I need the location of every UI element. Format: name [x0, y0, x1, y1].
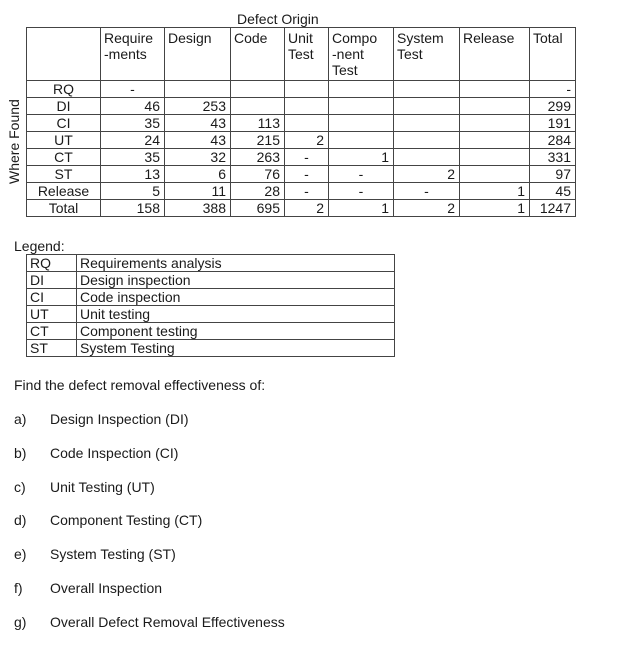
- table-cell: [460, 98, 530, 115]
- table-cell: 299: [530, 98, 576, 115]
- table-cell: [329, 98, 394, 115]
- table-cell: 158: [101, 200, 165, 217]
- legend-meaning: System Testing: [77, 340, 395, 357]
- table-cell: 1247: [530, 200, 576, 217]
- table-cell: -: [329, 183, 394, 200]
- table-cell: -: [394, 183, 460, 200]
- table-row: [27, 149, 576, 166]
- table-cell: 1: [460, 183, 530, 200]
- table-cell: 13: [101, 166, 165, 183]
- question-label: e): [14, 546, 27, 563]
- question-text: Overall Inspection: [50, 580, 163, 596]
- col-header: Compo -nent Test: [329, 28, 394, 81]
- question-label: d): [14, 512, 27, 529]
- table-row: [27, 98, 576, 115]
- table-cell: 97: [530, 166, 576, 183]
- table-cell: [231, 81, 285, 98]
- table-cell: [460, 132, 530, 149]
- table-cell: 28: [231, 183, 285, 200]
- table-cell: 284: [530, 132, 576, 149]
- legend-meaning: Design inspection: [77, 272, 395, 289]
- legend-row: [27, 306, 395, 323]
- matrix-header-row: [27, 28, 576, 81]
- table-cell: 2: [394, 166, 460, 183]
- table-cell: [394, 132, 460, 149]
- table-cell: 1: [329, 149, 394, 166]
- question-text: Code Inspection (CI): [50, 444, 179, 461]
- legend-code: UT: [27, 306, 77, 323]
- table-cell: [285, 81, 329, 98]
- table-cell: 191: [530, 115, 576, 132]
- corner-cell: [27, 28, 101, 81]
- question-item: [14, 580, 162, 596]
- row-label: DI: [27, 98, 101, 115]
- question-item: [14, 479, 155, 495]
- legend-row: [27, 289, 395, 306]
- table-row: [27, 81, 576, 98]
- legend-meaning: Component testing: [77, 323, 395, 340]
- table-cell: 6: [165, 166, 231, 183]
- question-text: Design Inspection (DI): [50, 411, 189, 427]
- table-cell: -: [285, 149, 329, 166]
- question-text: Unit Testing (UT): [50, 478, 155, 495]
- table-cell: [329, 115, 394, 132]
- row-label: Release: [27, 183, 101, 200]
- legend-meaning: Unit testing: [77, 306, 395, 323]
- row-label: CI: [27, 115, 101, 132]
- legend-meaning: Code inspection: [77, 289, 395, 306]
- table-cell: 5: [101, 183, 165, 200]
- table-cell: -: [285, 166, 329, 183]
- table-cell: [329, 132, 394, 149]
- table-cell: [394, 81, 460, 98]
- row-label: CT: [27, 149, 101, 166]
- table-cell: -: [329, 166, 394, 183]
- table-cell: 2: [285, 200, 329, 217]
- table-cell: 695: [231, 200, 285, 217]
- table-cell: 43: [165, 132, 231, 149]
- table-cell: 24: [101, 132, 165, 149]
- table-cell: 32: [165, 149, 231, 166]
- table-cell: -: [285, 183, 329, 200]
- table-row: [27, 115, 576, 132]
- question-label: c): [14, 478, 26, 495]
- question-item: [14, 546, 176, 562]
- row-label: Total: [27, 200, 101, 217]
- table-cell: 331: [530, 149, 576, 166]
- col-header: Require -ments: [101, 28, 165, 81]
- legend-code: DI: [27, 272, 77, 289]
- table-cell: [285, 115, 329, 132]
- table-cell: 263: [231, 149, 285, 166]
- table-cell: 35: [101, 115, 165, 132]
- table-cell: 35: [101, 149, 165, 166]
- question-item: [14, 411, 189, 427]
- table-cell: [329, 81, 394, 98]
- table-cell: 1: [460, 200, 530, 217]
- legend-meaning: Requirements analysis: [77, 255, 395, 272]
- legend-row: [27, 340, 395, 357]
- table-cell: [460, 149, 530, 166]
- legend-code: CT: [27, 323, 77, 340]
- table-cell: [165, 81, 231, 98]
- table-cell: 1: [329, 200, 394, 217]
- table-cell: -: [530, 81, 576, 98]
- table-row: [27, 166, 576, 183]
- table-cell: [285, 98, 329, 115]
- row-label: UT: [27, 132, 101, 149]
- question-label: a): [14, 411, 27, 427]
- col-header: Total: [530, 28, 576, 81]
- legend-label: Legend:: [14, 238, 65, 254]
- question-prompt: Find the defect removal effectiveness of:: [14, 377, 266, 393]
- col-header: System Test: [394, 28, 460, 81]
- table-cell: [394, 98, 460, 115]
- question-label: b): [14, 444, 27, 461]
- side-label: Where Found: [6, 99, 22, 185]
- table-cell: [460, 81, 530, 98]
- table-cell: 11: [165, 183, 231, 200]
- table-row: [27, 200, 576, 217]
- question-item: [14, 445, 178, 461]
- question-label: g): [14, 613, 27, 630]
- legend-row: [27, 272, 395, 289]
- table-cell: [460, 166, 530, 183]
- table-row: [27, 183, 576, 200]
- legend-code: CI: [27, 289, 77, 306]
- table-cell: 2: [394, 200, 460, 217]
- col-header: Design: [165, 28, 231, 81]
- question-text: Component Testing (CT): [50, 512, 203, 529]
- question-item: [14, 614, 285, 630]
- table-cell: -: [101, 81, 165, 98]
- table-row: [27, 132, 576, 149]
- table-cell: 2: [285, 132, 329, 149]
- table-cell: 253: [165, 98, 231, 115]
- defect-matrix: [26, 27, 576, 217]
- legend-row: [27, 323, 395, 340]
- col-header: Code: [231, 28, 285, 81]
- matrix-title: Defect Origin: [237, 11, 319, 27]
- table-cell: [460, 115, 530, 132]
- table-cell: 76: [231, 166, 285, 183]
- legend-code: ST: [27, 340, 77, 357]
- table-cell: [231, 98, 285, 115]
- table-cell: 45: [530, 183, 576, 200]
- table-cell: [394, 149, 460, 166]
- legend-code: RQ: [27, 255, 77, 272]
- col-header: Unit Test: [285, 28, 329, 81]
- table-cell: 388: [165, 200, 231, 217]
- col-header: Release: [460, 28, 530, 81]
- row-label: RQ: [27, 81, 101, 98]
- legend-row: [27, 255, 395, 272]
- table-cell: 46: [101, 98, 165, 115]
- question-label: f): [14, 580, 23, 596]
- question-text: Overall Defect Removal Effectiveness: [50, 613, 285, 630]
- question-text: System Testing (ST): [50, 546, 176, 563]
- table-cell: [394, 115, 460, 132]
- table-cell: 43: [165, 115, 231, 132]
- legend-table: [26, 254, 395, 357]
- question-item: [14, 512, 202, 528]
- table-cell: 215: [231, 132, 285, 149]
- row-label: ST: [27, 166, 101, 183]
- table-cell: 113: [231, 115, 285, 132]
